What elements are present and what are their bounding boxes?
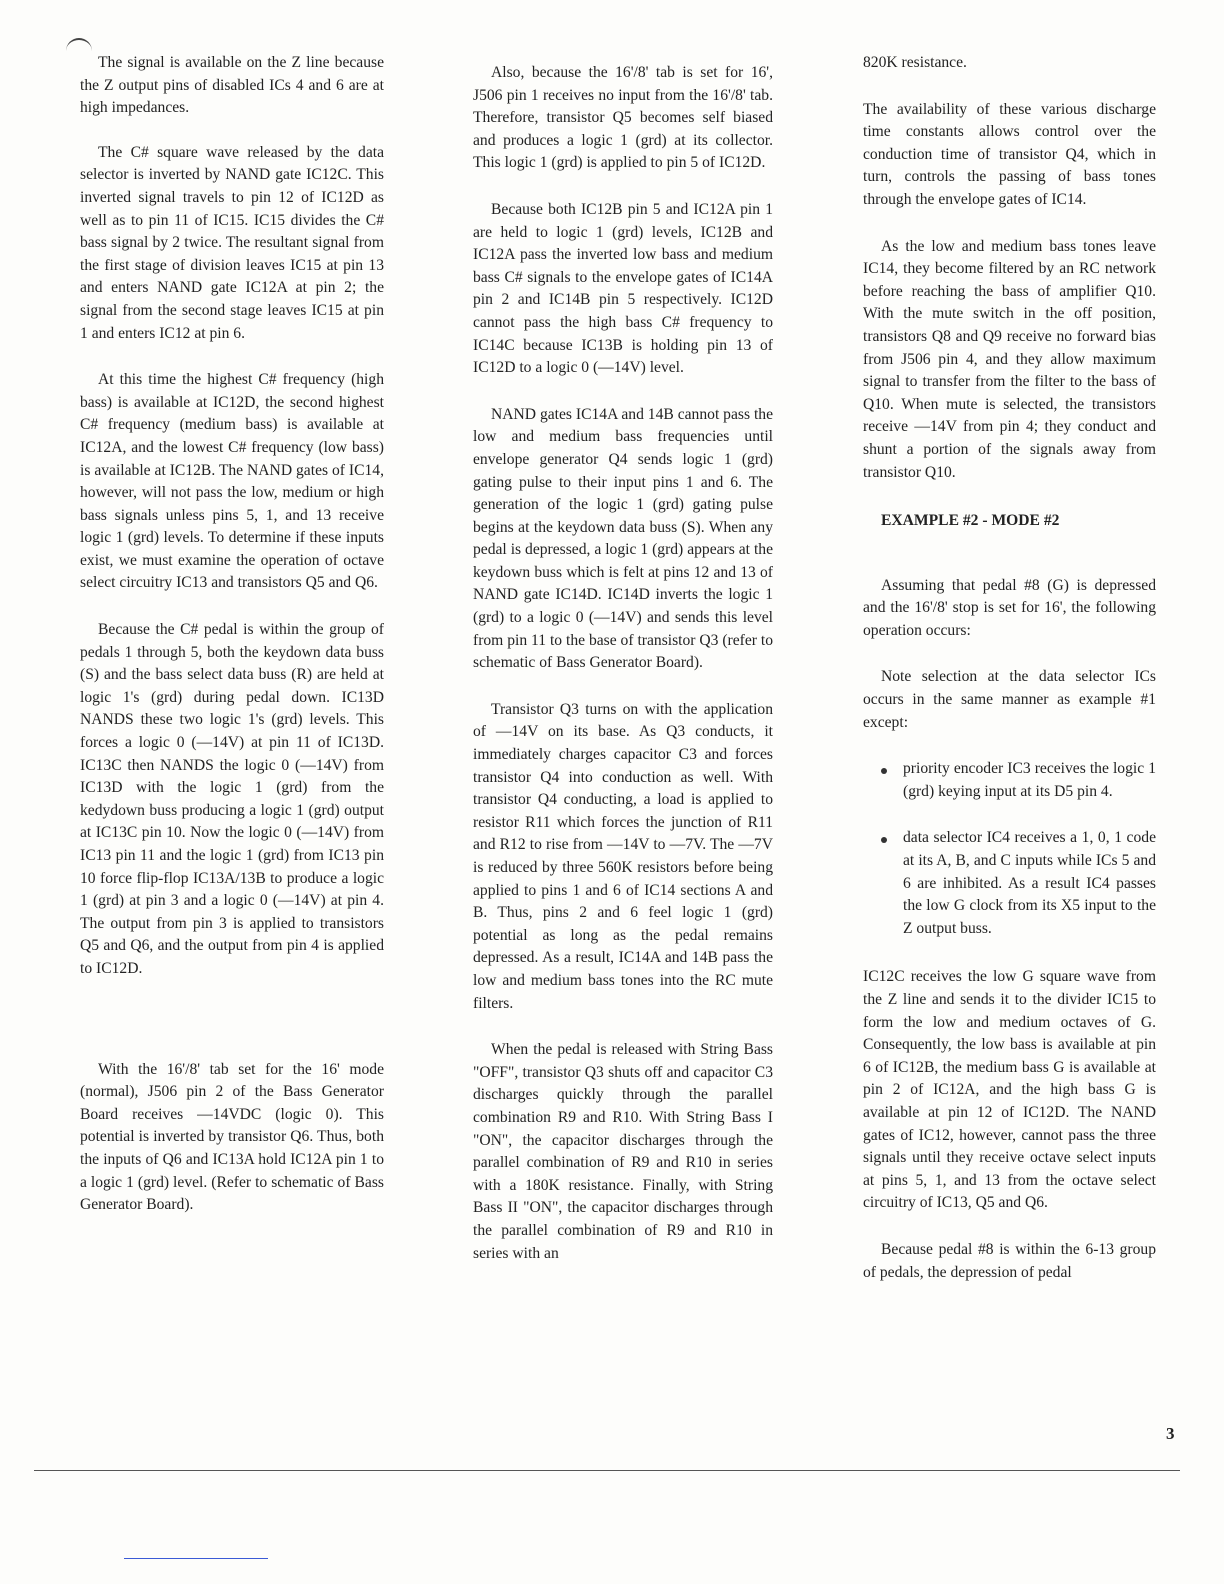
paragraph: Because the C# pedal is within the group of pedals 1 through 5, both the keydown data buss (S) and the bass select data buss (R) are held at logic 1's (grd) during pedal down. IC13D NANDS these two logic 1's (grd) levels. This forces a logic 0 (—14V) at pin 11 of IC13D. IC13C then NANDS the logic 0 (—14V) from IC13D with the logic 1 (grd) from the kedydown buss producing a logic 1 (grd) output at IC13C pin 10. Now the logic 0 (—14V) from IC13 pin 11 and the logic 1 (grd) from IC13 pin 10 force flip-flop IC13A/13B to produce a logic 1 (grd) at pin 3 and a logic 0 (—14V) at pin 4. The output from pin 3 is applied to transistors Q5 and Q6, and the output from pin 4 is applied to IC12D.: [80, 621, 384, 977]
bullet-list: [863, 758, 1156, 940]
footer-link-underline: [124, 1558, 268, 1559]
paragraph: Because pedal #8 is within the 6-13 group of pedals, the depression of pedal: [863, 1240, 1156, 1281]
paragraph: Also, because the 16'/8' tab is set for 16', J506 pin 1 receives no input from the 16'/8' tab. Therefore, transistor Q5 becomes self biased and produces a logic 1 (grd) at its collector. This logic 1 (grd) is applied to pin 5 of IC12D.: [473, 64, 773, 172]
column-1: [80, 52, 384, 1217]
paragraph: Because both IC12B pin 5 and IC12A pin 1 are held to logic 1 (grd) levels, IC12B and IC12A pass the inverted low bass and medium bass C# signals to the envelope gates of IC14A pin 2 and IC14B pin 5 respectively. IC12D cannot pass the high bass C# frequency to IC14C because IC13B is holding pin 13 of IC12D to a logic 0 (—14V) level.: [473, 200, 773, 377]
paragraph: The C# square wave released by the data selector is inverted by NAND gate IC12C. This inverted signal travels to pin 12 of IC12D as well as to pin 11 of IC15. IC15 divides the C# bass signal by 2 twice. The resultant signal from the first stage of division leaves IC15 at pin 13 and enters NAND gate IC12A at pin 2; the signal from the second stage leaves IC15 at pin 1 and enters IC12 at pin 6.: [80, 143, 384, 342]
list-item-text: data selector IC4 receives a 1, 0, 1 code at its A, B, and C inputs while ICs 5 and 6 are inhibited. As a result IC4 passes the low G clock from its X5 input to the Z output buss.: [903, 829, 1156, 937]
paragraph: 820K resistance.: [863, 54, 967, 71]
paragraph: The availability of these various discharge time constants allows control over the conduction time of transistor Q4, which in turn, controls the passing of bass tones through the envelope gates of IC14.: [863, 100, 1156, 208]
list-item-text: priority encoder IC3 receives the logic 1 (grd) keying input at its D5 pin 4.: [903, 760, 1156, 800]
paragraph: The signal is available on the Z line because the Z output pins of disabled ICs 4 and 6 are at high impedances.: [80, 54, 384, 117]
paragraph: Transistor Q3 turns on with the application of —14V on its base. As Q3 conducts, it immediately charges capacitor C3 and forces transistor Q4 into conduction as well. With transistor Q4 conducting, a load is applied to resistor R11 which forces the junction of R11 and R12 to rise from —14V to —7V. The —7V is reduced by three 560K resistors before being applied to pins 1 and 6 of IC14 sections A and B. Thus, pins 2 and 6 feel logic 1 (grd) potential as long as the pedal remains depressed. As a result, IC14A and 14B pass the low and medium bass tones into the RC mute filters.: [473, 700, 773, 1012]
paragraph: Assuming that pedal #8 (G) is depressed and the 16'/8' stop is set for 16', the following operation occurs:: [863, 576, 1156, 639]
paragraph: With the 16'/8' tab set for the 16' mode (normal), J506 pin 2 of the Bass Generator Board receives —14VDC (logic 0). This potential is inverted by transistor Q6. Thus, both the inputs of Q6 and IC13A hold IC12A pin 1 to a logic 1 (grd) level. (Refer to schematic of Bass Generator Board).: [80, 1060, 384, 1214]
bottom-rule: [34, 1470, 1180, 1471]
paragraph: NAND gates IC14A and 14B cannot pass the low and medium bass frequencies until envelope generator Q4 sends logic 1 (grd) gating pulse to their input pins 1 and 6. The generation of the logic 1 (grd) gating pulse begins at the keydown data buss (S). When any pedal is depressed, a logic 1 (grd) appears at the keydown buss which is felt at pins 12 and 13 of NAND gate IC14D. IC14D inverts the logic 1 (grd) to a logic 0 (—14V) and sends this level from pin 11 to the base of transistor Q3 (refer to schematic of Bass Generator Board).: [473, 405, 773, 672]
paragraph: IC12C receives the low G square wave from the Z line and sends it to the divider IC15 to form the low and medium octaves of G. Consequently, the low bass is available at pin 6 of IC12B, the medium bass G is available at pin 2 of IC12A, and the high bass G is available at pin 12 of IC12D. The NAND gates of IC12, however, cannot pass the three signals until they receive octave select inputs at pins 5, 1, and 13 from the octave select circuitry of IC13, Q5 and Q6.: [863, 968, 1156, 1212]
paragraph: At this time the highest C# frequency (high bass) is available at IC12D, the second highest C# frequency (medium bass) is available at IC12A, and the lowest C# frequency (low bass) is available at IC12B. The NAND gates of IC14, however, will not pass the low, medium or high bass signals unless pins 5, 1, and 13 receive logic 1 (grd) levels. To determine if these inputs exist, we must examine the operation of octave select circuitry IC13 and transistors Q5 and Q6.: [80, 371, 384, 592]
section-heading: EXAMPLE #2 - MODE #2: [881, 512, 1060, 530]
column-2: [473, 62, 773, 1265]
paragraph: As the low and medium bass tones leave IC14, they become filtered by an RC network before reaching the bass of amplifier Q10. With the mute switch in the off position, transistors Q8 and Q9 receive no forward bias from J506 pin 4, and they allow maximum signal to transfer from the filter to the bass of Q10. When mute is selected, the transistors receive —14V from pin 4; they conduct and shunt a portion of the signals away from transistor Q10.: [863, 237, 1156, 481]
page-number: 3: [1166, 1424, 1175, 1443]
paragraph: When the pedal is released with String Bass "OFF", transistor Q3 shuts off and capacitor C3 discharges quickly through the parallel combination R9 and R10. With String Bass I "ON", the capacitor discharges through the parallel combination of R9 and R10 in series with a 180K resistance. Finally, with String Bass II "ON", the capacitor discharges through the parallel combination of R9 and R10 in series with an: [473, 1041, 773, 1262]
list-item: [903, 827, 1156, 940]
list-item: [903, 758, 1156, 803]
column-3: [863, 52, 1156, 1284]
paragraph: Note selection at the data selector ICs occurs in the same manner as example #1 except:: [863, 668, 1156, 731]
bullet-icon: [881, 837, 887, 843]
bullet-icon: [881, 768, 887, 774]
